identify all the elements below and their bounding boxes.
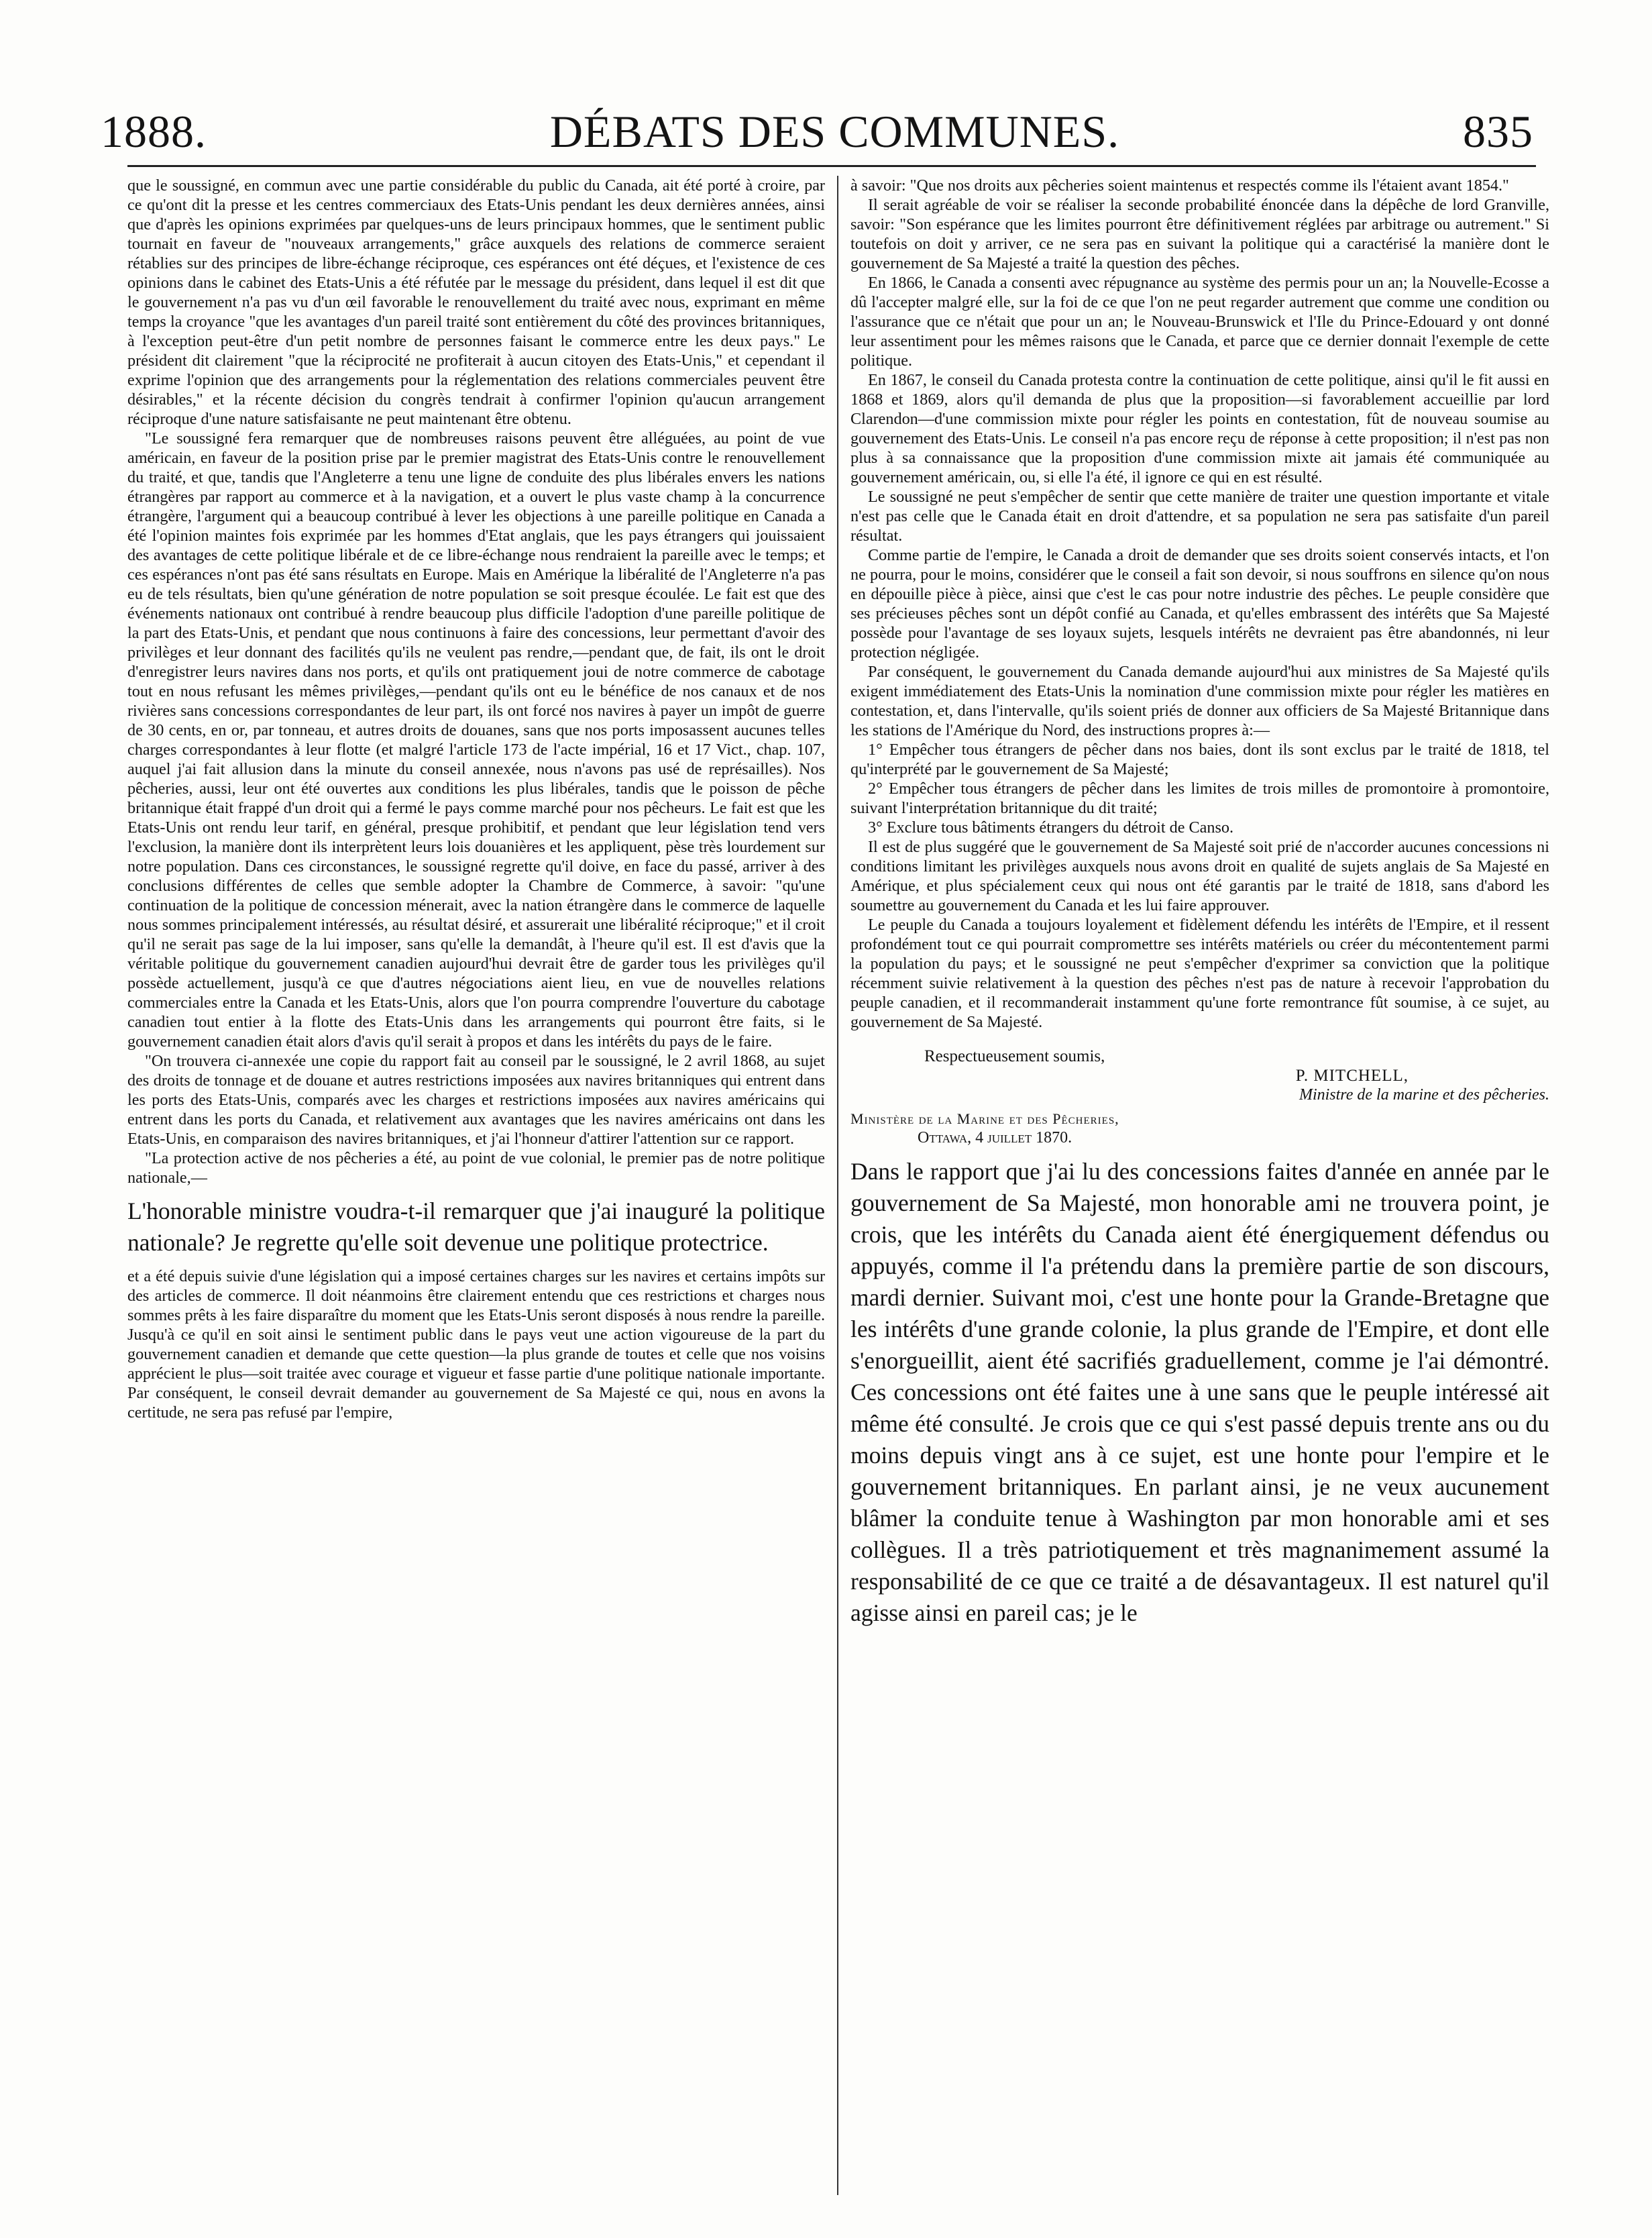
signature-place: Ministère de la Marine et des Pêcheries, (850, 1110, 1119, 1127)
paragraph: En 1866, le Canada a consenti avec répugnance au système des permis pour un an; la Nouvelle-Ecosse a dû l'accepter malgré elle, sur la foi de ce que l'on ne peut regarder autrement que comme une condition ou l'assurance que ce n'était que pour un an; le Nouveau-Brunswick et l'Ile du Prince-Edouard y ont donné leur assentiment pour les mêmes raisons que le Canada, et parce que ce dernier donnait l'exemple de cette politique. (850, 274, 1549, 370)
signature-title: Ministre de la marine et des pêcheries. (1299, 1086, 1549, 1104)
paragraph: 1° Empêcher tous étrangers de pêcher dans nos baies, dont ils sont exclus par le traité de 1818, tel qu'interprété par le gouvernement de Sa Majesté; (850, 741, 1549, 778)
paragraph: "On trouvera ci-annexée une copie du rapport fait au conseil par le soussigné, le 2 avril 1868, au sujet des droits de tonnage et de douane et autres restrictions imposées aux navires britanniques qui entrent dans les ports des Etats-Unis, comparés avec les charges et restrictions imposées aux navires américains qui entrent dans les ports du Canada, et relativement aux avantages que les navires américains ont dans les Etats-Unis, en comparaison des navires britanniques, et j'ai l'honneur d'attirer l'attention sur ce rapport. (127, 1052, 825, 1148)
paragraph: "Le soussigné fera remarquer que de nombreuses raisons peuvent être alléguées, au point de vue américain, en faveur de la position prise par le premier magistrat des Etats-Unis contre le renouvellement du traité, et que, tandis que l'Angleterre a tenu une ligne de conduite des plus libérales envers les nations étrangères par rapport au commerce et à la navigation, et a ouvert le plus vaste champ à la concurrence étrangère, l'argument qui a beaucoup contribué à lever les objections à une pareille politique en Canada a été l'opinion maintes fois exprimée par les hommes d'Etat anglais, que les pays étrangers qui jouissaient des avantages de cette politique libérale et de ce libre-échange nous rendraient la pareille avec le temps; et ces espérances n'ont pas été sans résultats en Europe. Mais en Amérique la libéralité de l'Angleterre n'a pas eu de tels résultats, bien qu'une génération de notre population se soit presque écoulée. Le fait est que des événements nationaux ont contribué à rendre beaucoup plus difficile l'adoption d'une pareille politique de la part des Etats-Unis, et pendant que nous continuons à faire des concessions, leur permettant d'avoir des privilèges et leur donnant des facilités qu'ils ne veulent pas rendre,—pendant que, de fait, ils ont le droit d'enregistrer leurs navires dans nos ports, et qu'ils ont pratiquement joui de notre commerce de cabotage tout en nous refusant les mêmes privilèges,—pendant qu'ils ont eu le bénéfice de nos canaux et de nos rivières sans concessions correspondantes de leur part, ils ont forcé nos navires à payer un impôt de guerre de 30 cents, en or, par tonneau, et autres droits de douanes, sans que nos ports imposassent aucunes telles charges correspondantes à leur flotte (et malgré l'article 173 de l'acte impérial, 16 et 17 Vict., chap. 107, auquel j'ai fait allusion dans la minute du conseil annexée, nous n'avons pas usé de représailles). Nos pêcheries, aussi, leur ont été ouvertes aux conditions les plus libérales, tandis que le poisson de pêche britannique était frappé d'un droit qui a fermé le pays comme marché pour nos pêcheurs. Le fait est que les Etats-Unis ont rendu leur tarif, en général, presque prohibitif, et pendant que leur législation tend vers l'exclusion, la manière dont ils interprètent leurs lois douanières et les appliquent, pèse très lourdement sur notre population. Dans ces circonstances, le soussigné regrette qu'il doive, en face du passé, arriver à des conclusions différentes de celles que semble adopter la Chambre de Commerce, à savoir: "qu'une continuation de la politique de concession ménerait, avec la nation étrangère dans le commerce de laquelle nous sommes principalement intéressés, au résultat désiré, et assurerait une libéralité réciproque;" et il croit qu'il ne serait pas sage de la lui imposer, sans qu'elle la demandât, à l'heure qu'il est. Il est d'avis que la véritable politique du gouvernement canadien aujourd'hui devrait être de garder tous les privilèges qu'il possède actuellement, jusqu'à ce que d'autres négociations aient lieu, en vue de nouvelles relations commerciales entre la Canada et les Etats-Unis, alors que l'on pourra comprendre l'ouverture du cabotage canadien tout entier à la flotte des Etats-Unis dans les arrangements qui pourront être faits, si le gouvernement canadien était alors d'avis qu'il serait à propos et dans les intérêts du pays de le faire. (127, 429, 825, 1051)
running-head (101, 98, 1533, 158)
header-page-number: 835 (1462, 106, 1533, 157)
left-column (127, 176, 825, 2195)
paragraph: Il est de plus suggéré que le gouvernement de Sa Majesté soit prié de n'accorder aucunes concessions ni conditions limitant les privilèges auxquels nous avons droit en qualité de sujets anglais de Sa Majesté en Amérique, et plus spécialement ceux qui nous ont été garantis par le traité de 1818, sans d'abord les soumettre au gouvernement du Canada et les lui faire approuver. (850, 838, 1549, 914)
signature-date: Ottawa, 4 juillet 1870. (918, 1129, 1072, 1147)
paragraph: Il serait agréable de voir se réaliser la seconde probabilité énoncée dans la dépêche de lord Granville, savoir: "Son espérance que les limites pourront être définitivement réglées par arbitrage ou autrement." Si toutefois on doit y arriver, ce ne sera pas en suivant la politique qui a caractérisé la manière dont le gouvernement de Sa Majesté a traité la question des pêches. (850, 196, 1549, 272)
right-column (850, 176, 1549, 2195)
paragraph: 2° Empêcher tous étrangers de pêcher dans les limites de trois milles de promontoire à promontoire, suivant l'interprétation britannique du dit traité; (850, 780, 1549, 817)
signature-closing: Respectueusement soumis, (924, 1047, 1105, 1065)
paragraph: et a été depuis suivie d'une législation qui a imposé certaines charges sur les navires et certains impôts sur des articles de commerce. Il doit néanmoins être clairement entendu que ces restrictions et charges nous sommes prêts à les faire disparaître du moment que les Etats-Unis seront disposés à nous rendre la pareille. Jusqu'à ce qu'il en soit ainsi le sentiment public dans le pays veut une action vigoureuse de la part du gouvernement canadien et demande que cette question—la plus grande de toutes et celle que nos voisins apprécient le plus—soit traitée avec courage et vigueur et fasse partie d'une politique nationale importante. Par conséquent, le conseil devrait demander au gouvernement de Sa Majesté ce qui, nous en avons la certitude, ne sera pas refusé par l'empire, (127, 1267, 825, 1422)
paragraph: En 1867, le conseil du Canada protesta contre la continuation de cette politique, ainsi qu'il le fit aussi en 1868 et 1869, alors qu'il demanda de plus que la proposition—si favorablement accueillie par lord Clarendon—d'une commission mixte pour régler les points en contestation, fût de nouveau soumise au gouvernement des Etats-Unis. Le conseil n'a pas encore reçu de réponse à cette proposition; il n'est pas non plus à sa connaissance que la proposition d'une commission mixte ait jamais été communiquée au gouvernement américain, ou, si elle l'a été, il ignore ce qui en est résulté. (850, 371, 1549, 486)
paragraph: Comme partie de l'empire, le Canada a droit de demander que ses droits soient conservés intacts, et l'on ne pourra, pour le moins, considérer que le conseil a fait son devoir, si nous souffrons en silence qu'on nous en dépouille pièce à pièce, ainsi que c'est le cas pour notre industrie des pêches. Le peuple considère que ses précieuses pêches sont un dépôt confié au Canada, et qu'elles embrassent des intérêts que Sa Majesté possède pour l'avantage de ses loyaux sujets, lesquels intérêts ne devraient pas être abandonnés, ni leur protection négligée. (850, 546, 1549, 661)
speech-paragraph: Dans le rapport que j'ai lu des concessions faites d'année en année par le gouvernement de Sa Majesté, mon honorable ami ne trouvera point, je crois, que les intérêts du Canada aient été énergiquement défendus ou appuyés, comme il l'a prétendu dans la première partie de son discours, mardi dernier. Suivant moi, c'est une honte pour la Grande-Bretagne que les intérêts d'une grande colonie, la plus grande de l'Empire, et dont elle s'enorgueillit, aient été sacrifiés graduellement, comme je l'ai démontré. Ces concessions ont été faites une à une sans que le peuple intéressé ait même été consulté. Je crois que ce qui s'est passé depuis trente ans ou du moins depuis vingt ans à ce sujet, est une honte pour l'empire et le gouvernement britanniques. En parlant ainsi, je ne veux aucunement blâmer la conduite tenue à Washington par mon honorable ami et ses collègues. Il a très patriotiquement et très magnanimement assumé la responsabilité de ce que ce traité a de désavantageux. Il est naturel qu'il agisse ainsi en pareil cas; je le (850, 1158, 1549, 1626)
header-year: 1888. (101, 106, 207, 157)
signature-name: P. MITCHELL, (1295, 1067, 1409, 1085)
paragraph: "La protection active de nos pêcheries a été, au point de vue colonial, le premier pas de notre politique nationale,— (127, 1149, 825, 1187)
signature-block (850, 1047, 1549, 1148)
paragraph: Par conséquent, le gouvernement du Canada demande aujourd'hui aux ministres de Sa Majesté qu'ils exigent immédiatement des Etats-Unis la nomination d'une commission mixte pour régler les matières en contestation, et, dans l'intervalle, qu'ils soient priés de donner aux officiers de Sa Majesté Britannique dans les stations de l'Amérique du Nord, des instructions propres à:— (850, 663, 1549, 739)
header-rule (127, 165, 1536, 167)
paragraph: 3° Exclure tous bâtiments étrangers du détroit de Canso. (868, 818, 1234, 837)
paragraph: Le soussigné ne peut s'empêcher de sentir que cette manière de traiter une question importante et vitale n'est pas celle que le Canada était en droit d'attendre, et sa population ne sera pas satisfaite d'un pareil résultat. (850, 488, 1549, 545)
header-title: DÉBATS DES COMMUNES. (549, 106, 1120, 157)
paragraph: Le peuple du Canada a toujours loyalement et fidèlement défendu les intérêts de l'Empire, et il ressent profondément tout ce qui pourrait compromettre ses intérêts matériels ou créer du mécontentement parmi la population du pays; et le soussigné ne peut s'empêcher d'exprimer sa conviction que la politique récemment suivie relativement à la question des pêches n'est pas de nature à recevoir l'approbation du peuple canadien, et il recommanderait instamment qu'une forte remontrance fût soumise, à ce sujet, au gouvernement de Sa Majesté. (850, 916, 1549, 1031)
paragraph: à savoir: "Que nos droits aux pêcheries soient maintenus et respectés comme ils l'étaient avant 1854." (850, 176, 1509, 195)
column-rule (837, 176, 838, 2195)
speech-paragraph: L'honorable ministre voudra-t-il remarquer que j'ai inauguré la politique nationale? Je regrette qu'elle soit devenue une politique protectrice. (127, 1197, 825, 1256)
spacer (127, 1259, 825, 1267)
paragraph: que le soussigné, en commun avec une partie considérable du public du Canada, ait été porté à croire, par ce qu'ont dit la presse et les centres commerciaux des Etats-Unis pendant les deux dernières années, ainsi que d'après les opinions exprimées par quelques-uns de leurs principaux hommes, que le sentiment public tournait en faveur de "nouveaux arrangements," grâce auxquels des relations de commerce seraient rétablies sur des principes de libre-échange réciproque, ces espérances ont été déçues, et l'existence de ces opinions dans le cabinet des Etats-Unis a été réfutée par le message du président, dans lequel il est dit que le gouvernement n'a pas vu d'un œil favorable le renouvellement du traité avec nous, exprimant en même temps la croyance "que les avantages d'un pareil traité sont entièrement du côté des provinces britanniques, à l'exception peut-être d'un petit nombre de personnes faisant le commerce entre les deux pays." Le président dit clairement "que la réciprocité ne profiterait à aucun citoyen des Etats-Unis," et cependant il exprime l'opinion que des arrangements pour la réglementation des relations commerciales peuvent être désirables," et la récente décision du congrès tendrait à confirmer l'opinion qu'aucun arrangement réciproque d'une nature satisfaisante ne peut maintenant être obtenu. (127, 176, 825, 428)
